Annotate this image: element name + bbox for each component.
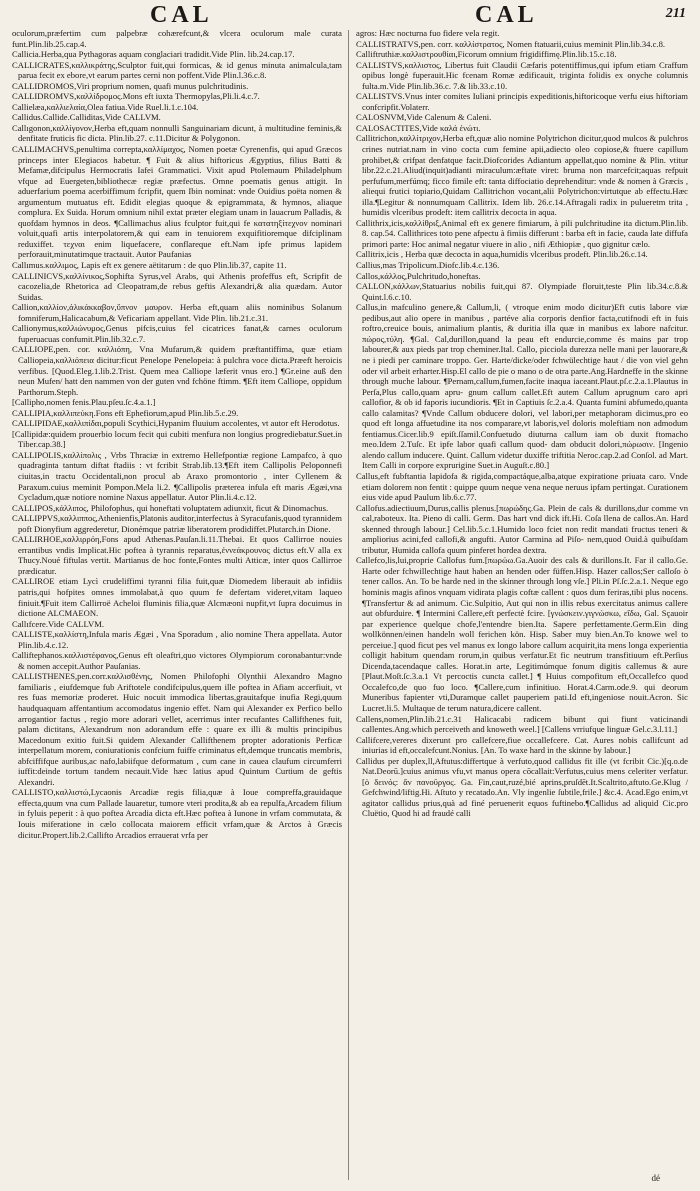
- dictionary-entry: Callımus.καλλιμος, Lapis eft ex genere aëtitarum : de quo Plin.lib.37, capite 11.: [12, 260, 287, 271]
- dictionary-entry: CALLIDROMVS,καλλίδρομος.Mons eft iuxta Thermopylas,Pli.li.4.c.7.: [12, 91, 260, 102]
- dictionary-entry: CALLON,κάλλων,Statuarius nobilis fuit,qui 87. Olympiade floruit,teste Plin lib.34.c.8.& Quint.l.6.c.10.: [356, 281, 688, 302]
- dictionary-entry: Callos,κάλλος,Pulchritudo,honeftas.: [356, 270, 481, 281]
- dictionary-entry: Callus,eft fubftantia lapidofa & rigida,compactáque,alba,atque expiratione priuata caro. Vnde etiam dolorem non fentit : quippe quum neque vena neque neruus ipfam pertingat. Curationem eius vide apud Paulum lib.6.c.77.: [356, 470, 688, 503]
- dictionary-entry: CALLISTO,καλλιστώ,Lycaonis Arcadiæ regis filia,quæ à Ioue compreffa,grauidaque effecta,quum vna cum Pallade lauaretur, tumore vteri prodita,& ab ea repulfa,Arcadem filium in fyluis peperit : à quo poftea Arcadia dicta eft.Hæc poftea à Iunone in vrfam commutata, & Iouis miferatione in cælo collocata maiorem efficit vrfam,quæ & Arctos à Græcis dicitur.Propert.lib.2.Callifto Arcadios errauerat vrfa per: [12, 787, 342, 840]
- dictionary-entry: oculorum,præfertim cum palpebræ cohærefcunt,& vlcera oculorum male curata funt.Plin.lib.25.cap.4.: [12, 28, 342, 49]
- dictionary-entry: CALOSNVM,Vide Calenum & Caleni.: [356, 112, 492, 123]
- dictionary-entry: CALLIPPVS,καλλιππος,Athenienfis,Platonis auditor,interfectus à Syracufanis,quod tyrannidem poft Dionyfium aggrederetur, Dionémque patriæ liberatorem prodidiffet.Plutarch.in Dione.: [12, 513, 342, 534]
- dictionary-entry: Callitrix,icis , Herba quæ decocta in aqua,humidis vlceribus prodeft. Plin.lib.26.c.14.: [356, 249, 648, 260]
- catchword: dé: [651, 1173, 660, 1183]
- dictionary-entry: CALLICRATES,καλλικράτης,Sculptor fuit,qui formicas, & id genus minuta animalcula,tam parua fecit ex ebore,vt earum partes cerni non poffent.Vide Plin.l.36.c.8.: [12, 59, 342, 81]
- dictionary-entry: CALLIOPE,pen. cor. καλλιόπη, Vna Mufarum,& quidem præftantiffima, quæ etiam Calliopeia,καλλιόπεια dicitur:ficut Penelope Penelopeia: à pulchra voce dicta.Præeft heroicis verfibus. [Quod.Eleg.1.lib.2.Trist. Quem mea Calliope læferit vnus ero.] ¶Gr.eine auß den neun Mufen/ hatt den nammen von der guten vnd fchöne ftimm. ¶Eft item Calliope, oppidum Parthorum.Steph.: [12, 344, 342, 397]
- header-left-word: CAL: [150, 2, 213, 28]
- dictionary-entry: [Callipho,nomen fenis.Plau.pſeu.ſc.4.a.1.]: [12, 397, 156, 408]
- dictionary-entry: Callionymus,καλλιώνυμος,Genus pifcis,cuius fel cicatrices fanat,& carnes oculorum fuperuacuas confumit.Plin.lib.32.c.7.: [12, 323, 342, 344]
- dictionary-entry: Calliftephanos.καλλιστέφανος,Genus eft oleaftri,quo victores Olympiorum coronabantur:vnde & nomen accepit.Author Pauſanias.: [12, 650, 342, 671]
- running-header: [0, 0, 700, 30]
- dictionary-entry: Callicia.Herba,qua Pythagoras aquam conglaciari tradidit.Vide Plin. lib.24.cap.17.: [12, 49, 295, 60]
- dictionary-entry: [Callipidæ:quidem prouerbio locum fecit qui cubiti menfura non longius progrediebatur.Suet.in Tiber.cap.38.]: [12, 428, 342, 450]
- dictionary-entry: Callitrichon,καλλίτριχον,Herba eft,quæ alio nomine Polytrichon dicitur,quod mulcos & pulchros crines nutriat.nam in vino cocta cum femine apii,adiecto oleo copiose,& ftuere capillum prohibet,& crifpat denfatque facit.Diofcorides Adiantum appellat,quo nomine & Plin. vtitur libr.22.c.21.Aliud(inquit)adianti miraculum:æftate viret: bruma non marcefcit;aquas refpuit perfufum,merfúmq; ficco fimile eft: tanta diffociatio deprehenditur: vnde & nomen à Græcis , aliequi frutici topiario,Quidam Callitrichon vocant,alii Polytrichon:virtutque ab effectu.Hæc illa.¶Legitur & nonnumquam Callitrix. Idem lib. 26.c.14.Aftragali radix in pulueretm trita , humidis vlceribus prodeft: item callitrix decocta in aqua.: [356, 133, 688, 218]
- right-column: [356, 28, 688, 1183]
- dictionary-entry: Callıfcere.Vide CALLVM.: [12, 618, 105, 629]
- dictionary-entry: Callithrix,icis,καλλίθριξ,Animal eft ex genere fimiarum, à pili pulchritudine ita dictum.Plin.lib. 8. cap.54. Callithrices toto pene afpectu à fimiis differunt : barba eft in facie, cauda late diffufa primori parte: Hoc animal negatur viuere in alio , nifi Æthiopiæ , quo gignitur cælo.: [356, 217, 688, 249]
- dictionary-entry: Callens,nomen,Plin.lib.21.c.31 Halicacabi radicem bibunt qui fiunt vaticinandi callentes.Ang.which perceiveth and knoweth weel.] [Callens vrriufque linguæ Gel.c.3.l.11.]: [356, 713, 688, 735]
- dictionary-entry: CALLISTVS.Vnus inter comites Iuliani principis expeditionis,hiftoricoque verfu eius hiftoriam confcripfit.Volaterr.: [356, 91, 688, 112]
- dictionary-entry: Callıgonon,καλλίγονον,Herba eft,quam nonnulli Sanguinariam dicunt, à multitudine feminis,& denfitate fruticis fic dicta. Plin.lib.27. c.11.Dicitur & Polygonon.: [12, 122, 342, 144]
- dictionary-entry: Callius,mas Tripolicum.Diofc.lib.4.c.136.: [356, 260, 500, 271]
- header-right-word: CAL: [475, 2, 538, 28]
- dictionary-entry: CALLIMACHVS,penultima correpta,καλλίμαχος, Nomen poetæ Cyrenenfis, qui apud Græcos princeps inter Elegiacos habetur. ¶ Fuit & alius hiftoricus Ægyptius, filius Batti & Mefamæ,difcipulus Hermocratis Iafei Grammatici. Vixit apud Ptolemaum Philadelphum vfque ad Euergeten,bibliothecæ regiæ præfectus. Omne poematis genus attigit. In aduerfarium poema acerbiffimum fcripfit, quem Ibin nominat: vnde Ouidius poëta nomen & argumentum mutuatus eft. Edidit elegias quoque & epigrammata, & hymnos, aliaque complura. Ex Suida. Horum omnium nihil extat præter elegiam unam in lauacrum Palladis, & quofdam hymnos in deos. ¶Callimachus alius fculptor fuit,qui fe κατατηξίτεχνον nominari voluit,quafi artis interpolatorem,& qui eam in tenuiorem exquifitioremque difciplinam reduxiffet. τεχναι enim liquefacere, conflareque eft.Nam ipfe primus lapidem perforauit,minutatimque tractauit. Autor Paufanias: [12, 144, 342, 260]
- dictionary-entry: Callefco,lis,lui,proprie Callofus fum.[πωρώω.Ga.Auoir des cals & durillons.It. Far il callo.Ge. Harte oder fchwillechtige haut haben an henden oder füffen.Hisp. Hazer callos;Ser calloſo ò tener callos. An. To be harde ned in the skinner through long vſe.] Pli.in Pſ.ſc.2.a.1. Neque ego hominis magis afinos vnquam vidirata plagis coftæ callent : quos dum feriras,tibi plus nocens. ¶Transfertur & ad animum. Cic.Sulpitio, Aut qui non in illis rebus exercitatus animus callere aut obfurduire. ¶ Intermini Callere,eft perfectè fcire. [γνώσκειν.γιγνώσκω, εἴδω, Gal. Sçauoir par experience quelque chofe,l'entendre bien.Ita. Sapere perfettamente.Germ.Ein ding wollkönnen/einen handeln woll ferichen kön. Hisp. Saber muy bien.An.To knowe wel to perceiue.] quod ficut pes vel manus ex longo labore callum acquirit,ita mens longa experientia colligit habitum quendam rorum,in quibus verfatur.Et fic neutrum transfitiuum eft.Perſius Dicenda,tacendaque calles. Horat.in arte, Legitimúmque fonum digitis callemus & aure [Plaut.Moſt.ſc.3.a.1 Vt percoctis cuncta callet.] ¶ Huius compofitum eft,Occallefco quod Occalefco,de quo fuo loco. ¶Callere,cum infinitiuo. Horat.4.Carm.ode.9. qui deorum Muneribus fapienter vti,Duramque callet pauperiem pati.Id eft,ingeniose nouit.Acron. Sic Lucret.li.5. Multaque de terum natura,dicere callent.: [356, 555, 688, 713]
- dictionary-entry: CALLINICVS,καλλίνικος,Sophifta Syrus,vel Arabs, qui Athenis profeffus eft, Scripfit de cacozelia,de Rhetorica ad Cleopatram,de rebus geftis Alexandri,& alia quædam. Autor Suidas.: [12, 270, 342, 302]
- left-column: [12, 28, 342, 1183]
- dictionary-entry: Calliftruthiæ.καλλιστρουθίαι,Ficorum omnium frigidiffimę.Plin.lib.15.c.18.: [356, 49, 617, 60]
- dictionary-entry: CALLIPIA,καλλιπεύκη.Fons eft Ephefiorum,apud Plin.lib.5.c.29.: [12, 407, 239, 418]
- dictionary-entry: CALLISTHENES,pen.corr.καλλισθένης, Nomen Philofophi Olynthii Alexandro Magno familiaris , eiufdemque fub Ariftotele condifcipulus,quem ille poftea in Afiam accerfiuit, vt res fuas memoriæ proderet. Huic nocuit immodica libertas,grauitafque inufia Regi,quum haudquaquam affentantium accomodatus ingenio effet. Nam qui Alexander ex Perfico bello arrogantior factus , regio more adorari vellet, acerrimus inter recufantes Callifthenes fuit, palam dictitans, Alexandrum non adorandum effe : quare ex illi & multis principibus Macedonum exitio fuit.Si quidem Alexander Callifthenem propter adorationis Perficæ interpellatum morem, coniurationis confcium fuiffe criminatus eft,demque truncatis membris, abfciffifque auribus,ac nafo,labiifque deformatum , cum cane in cauea claufum circumferri iuffit:deinde tortum tandem necauit.Vide hæc latius apud Quintum Curtium de geftis Alexandri.: [12, 671, 342, 787]
- dictionary-entry: CALLIROE etiam Lycì crudeliffimi tyranni filia fuit,quæ Diomedem liberauit ab infidiis patris,qui hofpites omnes immolabat,à quo quum fe defertam videret,vitam laqueo finiuit.¶Fuit item Callirroë Acheloi fluminis filia,quæ Alcmæoni nupfit,vt ſupra docuimus in dictione ALCMAEON.: [12, 576, 342, 619]
- page-number: 211: [665, 6, 686, 21]
- dictionary-entry: CALLISTE,καλλίστη,Infula maris Ægæi , Vna Sporadum , alio nomine Thera appellata. Autor Plin.lib.4.c.12.: [12, 629, 342, 650]
- dictionary-entry: CALOSACTITES,Vide καλά ἐνώτι.: [356, 122, 481, 133]
- dictionary-entry: CALLIPOS,κάλλιπος, Philofophus, qui honeftati voluptatem adiunxit, ficut & Dinomachus.: [12, 502, 329, 513]
- dictionary-entry: Callofus.adiectiuum,Durus,callis plenus.[πωρώδης.Ga. Plein de cals & durillons,dur comme vn cal,raboteux. Ita. Pieno di calli. Germ. Das hart vnd dick ift.Hi. Coſa llena de callos.An. Hard skenned through labour.] Cel.lib.5.c.1.Humido loco fciet non redit mandati fructus teneri & ampliorius acini,fed callofi,& angufti. Autor Carmina ad Piſo- nem,quod Ouid.à quibuſdam tributur, Humida callofa quum pinferet hordea dextra.: [356, 502, 688, 555]
- dictionary-entry: CALLIDROMOS,Viri proprium nomen, quafi munus pulchritudinis.: [12, 80, 249, 91]
- dictionary-entry: CALLIPOLIS,καλλίπολις , Vrbs Thraciæ in extremo Hellefpontiæ regione Lampafco, à quo quadraginta tantum diftat ftadiis : vt fcribit Strab.lib.13.¶Eft item Callipolis Peloponnefi ciuitas,in tractu Occidentali,non procul ab Araxo promontorio , inter Cyllenem & Paraxum.cuius meminit Pompon.Mela li.2. ¶Callipolis præterea infula eft maris Ægæi,vna Cycladum,quæ notiore nomine Naxus appellatur. Autor Plin.li.4.c.12.: [12, 449, 342, 503]
- dictionary-entry: CALLISTRATVS,pen. corr. καλλίστρατος, Nomen ftatuarii,cuius meminit Plin.lib.34.c.8.: [356, 38, 666, 49]
- dictionary-entry: CALLIPIDAE,καλλιπίδαι,populi Scythici,Hypanim fluuium accolentes, vt autor eft Herodotus.: [12, 418, 340, 429]
- dictionary-entry: CALLISTVS,καλλιστος, Libertus fuit Claudii Cæfaris potentiffimus,qui ipfum etiam Craffum opibus longè fuperauit.Hic fcenam Romæ ædificauit, triginta folidis ex onyche columnis fulta.m.Vide Plin.lib.36.c. 7.& lib.33.c.10.: [356, 59, 688, 91]
- dictionary-entry: Callielæa,καλλιελαία,Olea fatiua.Vide Ruel.li.1.c.104.: [12, 101, 199, 112]
- dictionary-entry: Callion,καλλίον,ἀλικάκκαβον,ὕπνον μαυρον. Herba eft,quam aliis nominibus Solanum fomniferum,Halicacabum,& Veficariam appellant. Vide Plin. lib.21.c.31.: [12, 302, 342, 323]
- dictionary-entry: Callifcere,vereres dixerunt pro callefcere,fiue occallefcere. Cat. Aures nobis callifcunt ad iniurias id eft,occalefcunt.Nonius. [An. To waxe hard in the skinne by labour.]: [356, 734, 688, 756]
- dictionary-entry: Callus,in mafculino genere,& Callum,li, ( vtroque enim modo dicitur)Eft cutis labore viæ pedibus,aut alio opere in manibus , partéve alia corporis denfior facta,cutifnodi eft in fuis roftro,creuice bouis, animalium plantis, & duritia illa quæ in manibus ex labore nafcitur. πώρος,τύλη. ¶Gal. Cal,durillon,quand la peau eft endurcie,comme és mains par trop labourer,& aux pieds par trop cheminer.Ital. Callo, picciola durezza nelle mani per lauorare,& ne i piedi per caminare troppo. Ger. Harte/dicke/oder fchwülechtige haut / die von viel gehn oder vil arbeit erharter.Hisp.El callo de pie o mano o de otra parte.Ang.Hardneffe in the skinne through muche labour. ¶Pernam,callum,fumen,facite inaqua iaceant.Plaut.pſ.c.2.a.1.Plautus in Perſa,Plus callo,quam apru- gnum callum callet.Eft autem Callum aprugnum caro apri callofior, & ob id faporis iucundioris. ¶Et in Captiuis ſc.2.a.4. Quanta fumini abfumedo,quanta callo calamitas? ¶Vnde Callum obducere dolori, vel labori,per metaphoram dicimus,pro eo quod eft longa affuetudine ita nos comparare,vt laboris,vel doloris moleftiam non admodum fentiamus.Cicer.lib.9 epiſt.ſſamil.Confuetudo diuturna callum iam ob duxit ftomacho meo.Idem 2.Tuſc. Et ipfe labor quafi callum quod- dam obducit dolori,πώρωσιν. [Ingenio alendo callum inducere. Quint. Callum videtur duxiffe triftitia Neroc.cap.2.ad Conſol. ad Mart. Item Calli in corpore exprurigine Suet.in Auguſt.c.80.]: [356, 302, 688, 471]
- dictionary-entry: CALLIRHOE,καλλιρρόη,Fons apud Athenas.Pauſan.li.11.Thebai. Et quos Callirroe nouies errantibus vndis Implicat.Hic poftea à tyrannis reparatus,ἐννεάκρουνος dictus eft.V alla ex Thucy.Noué fiftulas vertit. Martianus de hoc fonte,Fontes multi Atticæ, inter quos Callirroe prædicatur.: [12, 534, 342, 576]
- dictionary-entry: Callidus per duplex,ll,Aftutus:differtque à verfuto,quod callidus fit ille (vt fcribit Cic.)[q.o.de Nat.Deorū.]cuius animus vfu,vt manus opera cōcallait:Verfutus,cuius mens celeriter verfatur. [ὁ δεινός: ἄν πανοῦργος. Ga. Fin,caut,ruzé,bié aprins,pruſdēt.It.Scaltrito,aftuto.Ge.Klug / Gefchwind/liftig.Hi. Aſtuto y recatado.An. Vly ingenlie ſubtile,frile.] &c.4. Acad.Ego enim,vt agitator callidus prius,quà ad finé peruenerit equos fuftinebo.¶Callidus ad aliquid Cic.pro Cluëtio, Quod hi ad fraudé calli: [356, 755, 688, 819]
- column-divider: [348, 30, 349, 1180]
- dictionary-entry: Callidus.Callide.Calliditas,Vide CALLVM.: [12, 112, 161, 123]
- dictionary-entry: agros: Hæc nocturna fuo fidere vela regit.: [356, 28, 500, 38]
